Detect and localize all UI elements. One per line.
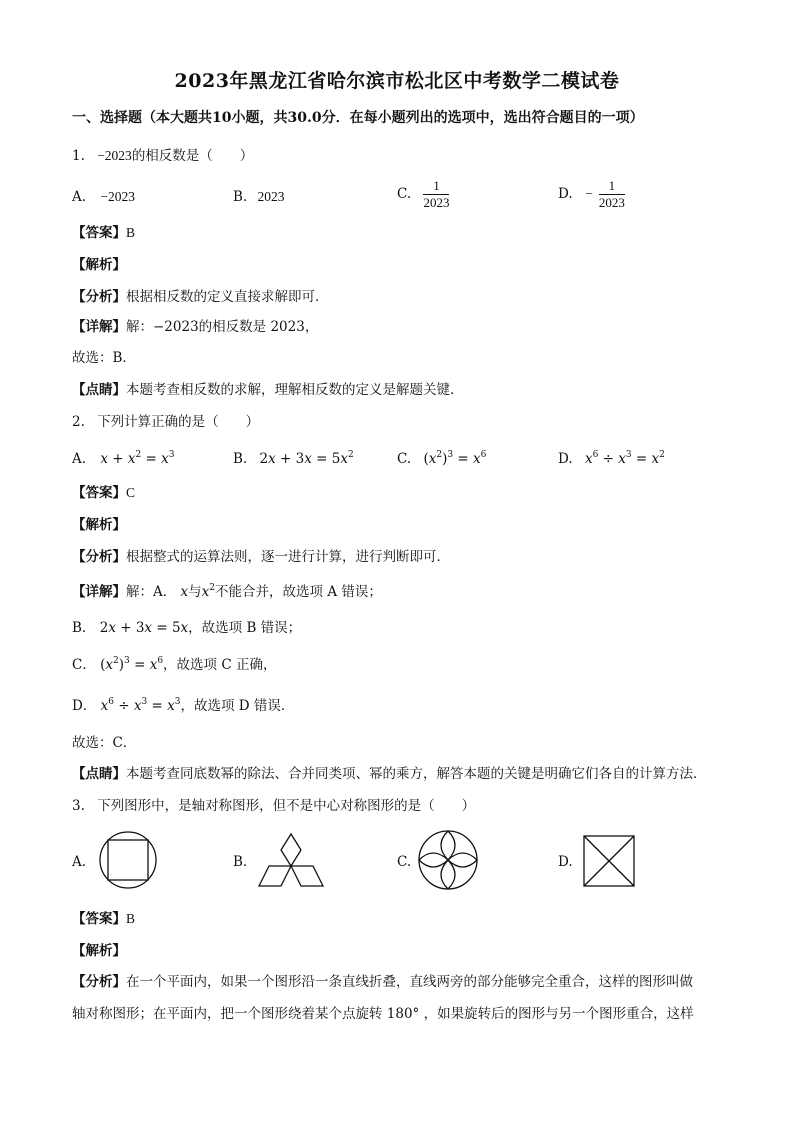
fraction-denominator: 2023 — [598, 195, 625, 210]
question-2 — [72, 413, 259, 431]
q2-xiangjie-b: B． 2x + 3x = 5x，故选项 B 错误； — [72, 620, 302, 636]
option-label: C. — [397, 186, 412, 202]
q1-fenxi: 【分析】根据相反数的定义直接求解即可． — [72, 289, 329, 305]
q3-fenxi-line2: 轴对称图形；在平面内，把一个图形绕着某个点旋转 180° ，如果旋转后的图形与另一个图形重合，这样 — [72, 1006, 694, 1022]
q1-option-c — [397, 178, 451, 211]
option-label: A. — [72, 189, 87, 205]
q2-option-b: B. $2x + 3x = 5x^2$ — [233, 450, 354, 467]
q3-fenxi-line1: 【分析】在一个平面内，如果一个图形沿一条直线折叠，直线两旁的部分能够完全重合，这样的图形叫做 — [72, 974, 693, 990]
q1-analysis-tag: 【解析】 — [72, 257, 126, 273]
question-3 — [72, 797, 475, 815]
fraction — [599, 178, 625, 211]
q1-option-b — [233, 188, 285, 206]
page-title: 2023年黑龙江省哈尔滨市松北区中考数学二模试卷 — [174, 70, 620, 92]
q3-option-a-label: A. — [72, 854, 87, 870]
option-label: D. — [558, 186, 573, 202]
q2-analysis-tag: 【解析】 — [72, 517, 126, 533]
q2-xiangjie-d: D． $x^6 \div x^3 = x^3$，故选项 D 错误． — [72, 697, 295, 714]
q1-option-a — [72, 188, 135, 206]
q3-option-b-label: B. — [233, 854, 248, 870]
three-rhombus-figure-icon — [256, 832, 326, 888]
option-label: B. — [233, 189, 248, 205]
question-number: 2. — [72, 414, 85, 430]
question-number: 3. — [72, 798, 85, 814]
circle-petals-figure-icon — [416, 829, 480, 891]
q1-dianjing: 【点睛】本题考查相反数的求解，理解相反数的定义是解题关键． — [72, 382, 464, 398]
q2-option-d: D. $x^6 \div x^3 = x^2$ — [558, 450, 665, 467]
q2-dianjing: 【点睛】本题考查同底数幂的除法、合并同类项、幂的乘方，解答本题的关键是明确它们各自的计算方法． — [72, 766, 707, 782]
q2-option-a: A. $x + x^2 = x^3$ — [72, 450, 175, 467]
q3-option-c-label: C. — [397, 854, 412, 870]
q1-xiangjie: 【详解】解：−2023的相反数是 2023， — [72, 319, 319, 335]
q2-xiangjie-a: 【详解】解：A． x与$x^2$不能合并，故选项 A 错误； — [72, 583, 382, 600]
section-heading: 一、选择题（本大题共10小题，共30.0分．在每小题列出的选项中，选出符合题目的一项） — [72, 110, 644, 126]
q2-xiangjie-c: C． $(x^2)^3 = x^6$，故选项 C 正确， — [72, 656, 277, 673]
question-text: 下列计算正确的是（ ） — [97, 414, 260, 430]
question-text: 下列图形中，是轴对称图形，但不是中心对称图形的是（ ） — [97, 798, 476, 814]
circle-square-figure-icon — [95, 830, 161, 890]
q1-choice: 故选：B． — [72, 350, 136, 366]
q2-option-c: C. $(x^2)^3 = x^6$ — [397, 450, 487, 467]
answer-tag: 【答案】 — [72, 225, 126, 241]
question-number: 1. — [72, 148, 85, 164]
q1-expression: −2023 — [97, 148, 132, 163]
fraction-numerator: 1 — [599, 178, 625, 195]
q3-answer: 【答案】B — [72, 911, 136, 927]
fraction — [423, 178, 449, 211]
q3-analysis-tag: 【解析】 — [72, 943, 126, 959]
option-value: −2023 — [100, 189, 135, 204]
answer-value: B — [126, 225, 136, 240]
q2-answer: 【答案】C — [72, 485, 136, 501]
question-text: 的相反数是（ ） — [131, 148, 254, 164]
q2-fenxi: 【分析】根据整式的运算法则，逐一进行计算，进行判断即可． — [72, 549, 450, 565]
square-diagonals-figure-icon — [582, 834, 636, 888]
q1-answer — [72, 224, 135, 242]
q3-option-d-label: D. — [558, 854, 573, 870]
question-1 — [72, 147, 253, 165]
q1-option-d — [558, 178, 627, 211]
minus-sign: − — [584, 186, 593, 201]
option-value: 2023 — [257, 189, 285, 204]
q2-choice: 故选：C． — [72, 735, 137, 751]
fraction-numerator: 1 — [423, 178, 449, 195]
fraction-denominator: 2023 — [423, 195, 450, 210]
